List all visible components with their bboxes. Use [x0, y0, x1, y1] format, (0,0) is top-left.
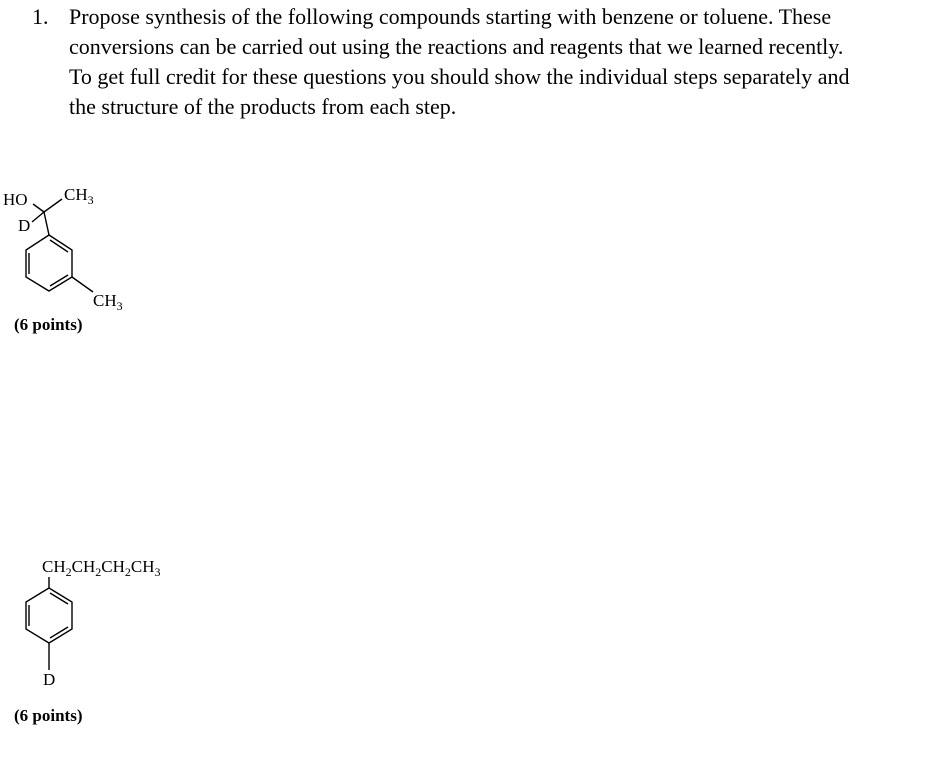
question-line: To get full credit for these questions you should show the individual steps separately and: [69, 64, 850, 89]
compound-2-structure: [0, 548, 200, 693]
methyl-label-ring: $CH_3$: [93, 291, 123, 313]
points-label-2: (6 points): [14, 706, 83, 725]
deuterium-label: D: [18, 216, 31, 235]
question-line: conversions can be carried out using the reactions and reagents that we learned recently.: [69, 34, 844, 59]
compound-1-structure: [0, 175, 160, 320]
benzene-ring: [26, 588, 72, 643]
butyl-chain-label: $CH_2CH_2CH_2CH_3$: [42, 557, 161, 579]
question-line: Propose synthesis of the following compounds starting with benzene or toluene. These: [69, 4, 832, 29]
bond-to-ring: [44, 212, 49, 235]
bond-d: [32, 212, 44, 222]
bond-ch3-top: [44, 199, 62, 212]
points-label-1: (6 points): [14, 315, 83, 334]
bond-ring-methyl: [72, 277, 93, 292]
methyl-label-top: $CH_3$: [64, 185, 94, 207]
deuterium-label: D: [43, 670, 56, 689]
question-number: 1.: [32, 4, 49, 29]
question-text: [69, 2, 850, 122]
question-line: the structure of the products from each step.: [69, 94, 457, 119]
hydroxyl-label: HO: [3, 190, 28, 209]
benzene-ring: [26, 235, 72, 291]
bond-ho: [33, 204, 44, 212]
question-1: [0, 0, 952, 130]
